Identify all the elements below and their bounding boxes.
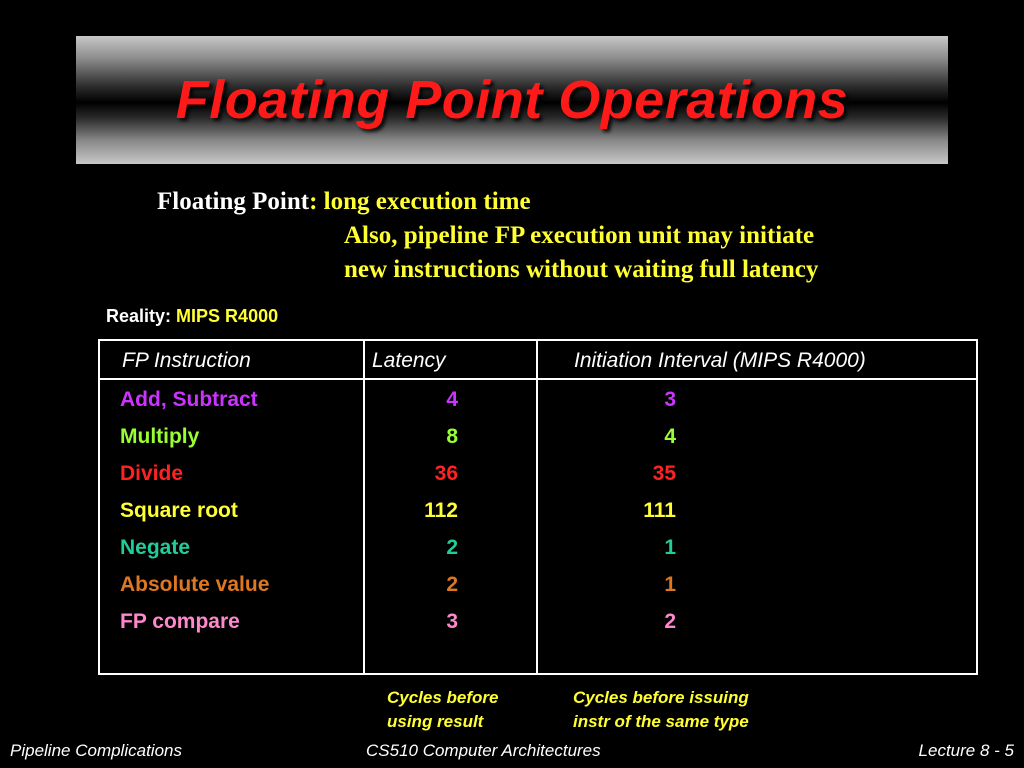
table-row [100,388,976,425]
intro-colon: : [309,188,318,215]
interval-value: 3 [664,388,676,411]
intro-line-2: Also, pipeline FP execution unit may initiate [344,222,815,249]
reality-value: MIPS R4000 [176,306,279,326]
table-row [100,462,976,499]
slide-title: Floating Point Operations [175,70,849,130]
instruction-name: Square root [120,499,238,522]
latency-note-line-1: Cycles before [387,688,499,707]
latency-value: 2 [446,573,458,596]
interval-value: 1 [664,536,676,559]
header-interval: Initiation Interval (MIPS R4000) [574,349,866,372]
latency-value: 112 [424,499,458,522]
intro-label: Floating Point [157,188,310,215]
instruction-name: Divide [120,462,184,485]
latency-value: 8 [446,425,458,448]
intro-line-3: new instructions without waiting full latency [344,256,819,283]
footer-right: Lecture 8 - 5 [918,741,1014,760]
latency-value: 2 [446,536,458,559]
reality-label: Reality: [106,306,172,326]
interval-value: 4 [664,425,676,448]
footer-left: Pipeline Complications [10,741,182,760]
intro-line-1 [157,188,531,216]
instruction-name: Multiply [120,425,200,448]
interval-value: 1 [664,573,676,596]
interval-note-line-2: instr of the same type [573,712,749,731]
latency-note [387,686,499,734]
latency-value: 4 [446,388,458,411]
table-row [100,610,976,647]
header-instruction: FP Instruction [122,349,251,372]
latency-value: 3 [446,610,458,633]
table-row [100,573,976,610]
interval-value: 2 [664,610,676,633]
header-divider [100,378,976,380]
table-row [100,499,976,536]
table-row [100,536,976,573]
intro-text-1: long execution time [317,188,531,215]
instruction-name: Negate [120,536,191,559]
latency-value: 36 [434,462,458,485]
table-row [100,425,976,462]
instruction-name: Absolute value [120,573,270,596]
fp-table [98,339,978,675]
instruction-name: Add, Subtract [120,388,258,411]
interval-note [573,686,749,734]
instruction-name: FP compare [120,610,240,633]
interval-value: 111 [643,499,676,522]
title-banner [76,36,948,164]
reality-line [106,306,278,327]
footer-center: CS510 Computer Architectures [366,741,601,760]
latency-note-line-2: using result [387,712,484,731]
interval-value: 35 [652,462,676,485]
interval-note-line-1: Cycles before issuing [573,688,749,707]
header-latency: Latency [372,349,446,372]
